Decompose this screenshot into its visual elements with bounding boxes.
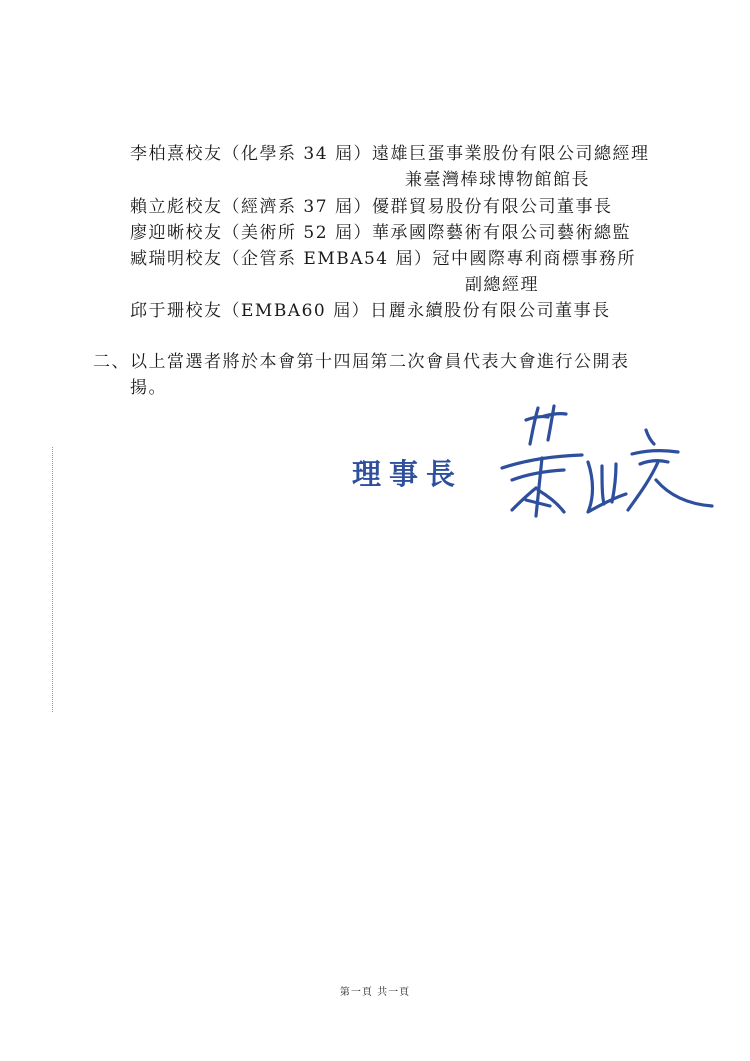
awardee-3-line1: 廖迎晰校友（美術所 52 屆）華承國際藝術有限公司藝術總監 bbox=[130, 223, 631, 243]
awardee-1-line1: 李柏熹校友（化學系 34 屆）遠雄巨蛋事業股份有限公司總經理 bbox=[130, 144, 650, 164]
page-footer: 第一頁 共一頁 bbox=[339, 987, 411, 998]
awardee-4-line1: 臧瑞明校友（企管系 EMBA54 屆）冠中國際專利商標事務所 bbox=[130, 249, 637, 269]
chair-title: 理事長 bbox=[352, 457, 464, 491]
awardee-4-line2: 副總經理 bbox=[465, 275, 539, 295]
awardee-2-line1: 賴立彪校友（經濟系 37 屆）優群貿易股份有限公司董事長 bbox=[130, 197, 613, 217]
awardee-1-line2: 兼臺灣棒球博物館館長 bbox=[405, 170, 590, 190]
item2-line1: 二、以上當選者將於本會第十四屆第二次會員代表大會進行公開表 bbox=[93, 352, 630, 372]
margin-dotted-rule bbox=[52, 447, 53, 712]
awardee-5-line1: 邱于珊校友（EMBA60 屆）日麗永續股份有限公司董事長 bbox=[130, 301, 611, 321]
item2-line2: 揚。 bbox=[130, 378, 167, 398]
signature bbox=[490, 400, 720, 525]
